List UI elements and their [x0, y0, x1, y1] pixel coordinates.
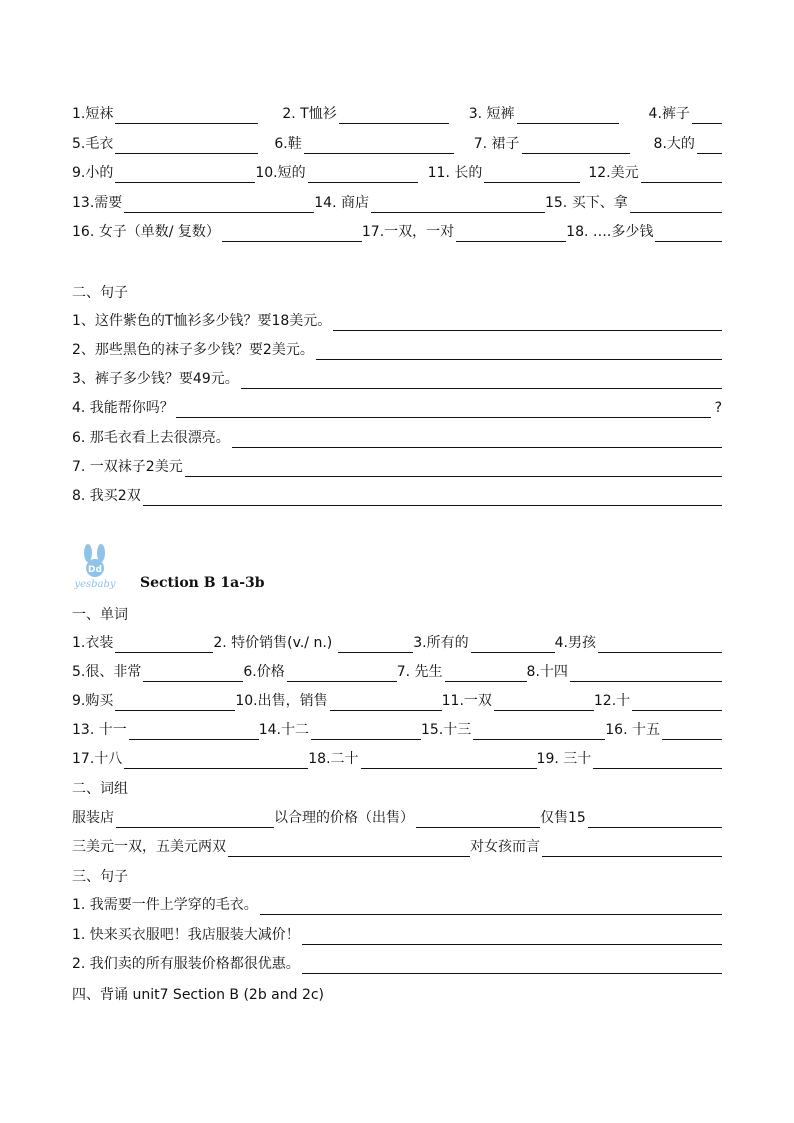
vocab-label: 11. 长的: [427, 165, 483, 181]
answer-blank[interactable]: [185, 462, 722, 477]
vocab-label: 13.需要: [72, 195, 123, 211]
answer-blank[interactable]: [338, 638, 413, 653]
answer-blank[interactable]: [630, 198, 722, 213]
vocab-label: 3.所有的: [413, 635, 469, 651]
answer-blank[interactable]: [593, 754, 722, 769]
recite-instruction: 四、背诵 unit7 Section B (2b and 2c): [72, 987, 325, 1003]
phrase-label: 服装店: [72, 810, 114, 826]
b-sentence-row-2: [72, 925, 722, 945]
answer-blank[interactable]: [143, 667, 243, 682]
answer-blank[interactable]: [361, 754, 537, 769]
answer-blank[interactable]: [484, 168, 580, 183]
phrase-heading: 二、词组: [72, 781, 128, 797]
vocab-label: 6.价格: [243, 664, 285, 680]
vocab-label: 4.男孩: [554, 635, 596, 651]
vocab-label: 8.大的: [653, 136, 695, 152]
vocab-label: 12.十: [593, 693, 631, 709]
vocab-label: 15. 买下、拿: [544, 195, 628, 211]
sentence-prompt: 6. 那毛衣看上去很漂亮。: [72, 430, 230, 446]
sentence-prompt: 2. 我们卖的所有服装价格都很优惠。: [72, 956, 300, 972]
vocab-label: 9.小的: [72, 165, 114, 181]
vocab-label: 15.十三: [420, 722, 472, 738]
answer-blank[interactable]: [416, 813, 540, 828]
answer-blank[interactable]: [143, 491, 722, 506]
vocab-label: 9.购买: [72, 693, 114, 709]
vocab-label: 14.十二: [258, 722, 309, 738]
bunny-logo-icon: [68, 544, 122, 590]
answer-blank[interactable]: [304, 139, 454, 154]
sentence-prompt: 7. 一双袜子2美元: [72, 459, 183, 475]
vocab-label: 7. 先生: [396, 664, 443, 680]
sentence-prompt: 8. 我买2双: [72, 488, 141, 504]
vocab-label: 19. 三十: [536, 751, 592, 767]
b-vocab-row-2: [72, 662, 722, 682]
vocab-label: 14. 商店: [314, 195, 369, 211]
phrase-label: 仅售15: [540, 810, 586, 826]
sentence-prompt: 3、裤子多少钱？要49元。: [72, 371, 239, 387]
answer-blank[interactable]: [116, 813, 274, 828]
answer-blank[interactable]: [260, 900, 722, 915]
answer-blank[interactable]: [542, 842, 722, 857]
sentence-row-3: [72, 369, 722, 389]
vocab-label: 2. T恤衫: [282, 106, 337, 122]
answer-blank[interactable]: [115, 109, 258, 124]
sentence-prompt: 1、这件紫色的T恤衫多少钱？要18美元。: [72, 313, 332, 329]
b-vocab-row-1: [72, 633, 722, 653]
answer-blank[interactable]: [115, 696, 235, 711]
phrase-label: 以合理的价格（出售）: [274, 810, 414, 826]
b-sentence-row-1: [72, 895, 722, 915]
answer-blank[interactable]: [655, 227, 722, 242]
answer-blank[interactable]: [330, 696, 442, 711]
vocab-label: 5.毛衣: [72, 136, 114, 152]
vocab-label: 3. 短裤: [468, 106, 515, 122]
vocab-label: 10.出售，销售: [235, 693, 328, 709]
answer-blank[interactable]: [598, 638, 722, 653]
answer-blank[interactable]: [115, 638, 213, 653]
answer-blank[interactable]: [456, 227, 566, 242]
answer-blank[interactable]: [473, 725, 605, 740]
yesbaby-logo: [68, 544, 122, 590]
answer-blank[interactable]: [316, 345, 722, 360]
sentence-prompt: 4. 我能帮你吗？: [72, 400, 174, 416]
logo-text: yesbaby: [74, 579, 116, 590]
vocab-label: 1.短袜: [72, 106, 114, 122]
sentence-row-5: [72, 428, 722, 448]
b-sentence-row-3: [72, 954, 722, 974]
b-vocab-row-3: [72, 691, 722, 711]
sentence-row-4: [72, 398, 722, 418]
b-sentence-heading: 三、句子: [72, 869, 128, 885]
sentence-row-1: [72, 311, 722, 331]
phrase-row-1: [72, 808, 722, 828]
sentence-row-7: [72, 486, 722, 506]
answer-blank[interactable]: [124, 198, 314, 213]
answer-blank[interactable]: [241, 374, 722, 389]
phrase-label: 对女孩而言: [470, 839, 540, 855]
vocab-label: 18.二十: [308, 751, 359, 767]
vocab-row-4: [72, 193, 722, 213]
answer-blank[interactable]: [662, 725, 722, 740]
vocab-row-1: [72, 104, 722, 124]
vocab-row-3: [72, 163, 722, 183]
answer-blank[interactable]: [522, 139, 630, 154]
answer-blank[interactable]: [129, 725, 259, 740]
sentence-prompt: 2、那些黑色的袜子多少钱？要2美元。: [72, 342, 314, 358]
vocab-heading: 一、单词: [72, 607, 128, 623]
question-mark: ?: [714, 400, 722, 416]
vocab-label: 11.一双: [441, 693, 492, 709]
answer-blank[interactable]: [494, 696, 594, 711]
answer-blank[interactable]: [333, 316, 722, 331]
answer-blank[interactable]: [339, 109, 449, 124]
vocab-label: 17.十八: [72, 751, 123, 767]
sentence-heading: 二、句子: [72, 285, 128, 301]
b-vocab-row-5: [72, 749, 722, 769]
sentence-row-2: [72, 340, 722, 360]
answer-blank[interactable]: [632, 696, 722, 711]
sentence-row-6: [72, 457, 722, 477]
answer-blank[interactable]: [641, 168, 722, 183]
vocab-label: 10.短的: [255, 165, 306, 181]
answer-blank[interactable]: [517, 109, 619, 124]
logo-badge: Dd: [88, 565, 102, 575]
answer-blank[interactable]: [371, 198, 545, 213]
answer-blank[interactable]: [471, 638, 555, 653]
answer-blank[interactable]: [124, 754, 308, 769]
vocab-label: 2. 特价销售(v./ n.): [213, 635, 333, 651]
section-title: Section B 1a-3b: [140, 575, 265, 591]
answer-blank[interactable]: [308, 168, 418, 183]
vocab-label: 16. 十五: [605, 722, 660, 738]
answer-blank[interactable]: [692, 109, 722, 124]
phrase-row-2: [72, 837, 722, 857]
answer-blank[interactable]: [222, 227, 362, 242]
vocab-label: 1.衣装: [72, 635, 114, 651]
vocab-row-5: [72, 222, 722, 242]
answer-blank[interactable]: [176, 403, 711, 418]
vocab-label: 16. 女子（单数/ 复数）: [72, 224, 220, 240]
vocab-row-2: [72, 134, 722, 154]
vocab-label: 18. ….多少钱: [566, 224, 654, 240]
answer-blank[interactable]: [311, 725, 421, 740]
answer-blank[interactable]: [445, 667, 527, 682]
answer-blank[interactable]: [115, 168, 255, 183]
vocab-label: 17.一双，一对: [361, 224, 455, 240]
vocab-label: 12.美元: [588, 165, 639, 181]
answer-blank[interactable]: [697, 139, 722, 154]
answer-blank[interactable]: [570, 667, 722, 682]
b-vocab-row-4: [72, 720, 722, 740]
answer-blank[interactable]: [302, 959, 722, 974]
answer-blank[interactable]: [228, 842, 470, 857]
vocab-label: 7. 裙子: [473, 136, 520, 152]
vocab-label: 6.鞋: [274, 136, 302, 152]
answer-blank[interactable]: [287, 667, 397, 682]
vocab-label: 13. 十一: [72, 722, 127, 738]
vocab-label: 4.裤子: [648, 106, 690, 122]
phrase-label: 三美元一双，五美元两双: [72, 839, 226, 855]
answer-blank[interactable]: [588, 813, 722, 828]
answer-blank[interactable]: [302, 930, 722, 945]
answer-blank[interactable]: [232, 433, 722, 448]
sentence-prompt: 1. 我需要一件上学穿的毛衣。: [72, 897, 258, 913]
vocab-label: 5.很、非常: [72, 664, 142, 680]
answer-blank[interactable]: [115, 139, 258, 154]
vocab-label: 8.十四: [526, 664, 568, 680]
sentence-prompt: 1. 快来买衣服吧！我店服装大减价！: [72, 927, 300, 943]
